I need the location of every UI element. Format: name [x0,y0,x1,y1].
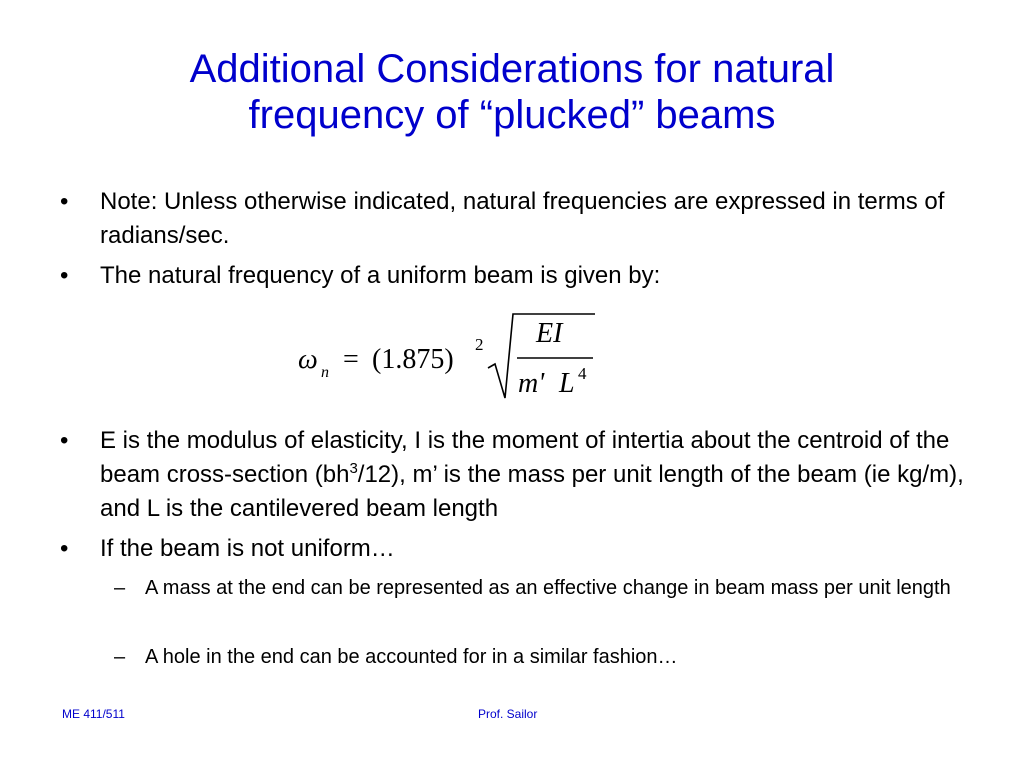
formula-numerator: EI [536,318,563,349]
formula-denominator-power: 4 [578,364,587,383]
sub-bullet-marker: – [114,577,126,599]
sub-bullet-mass-end-text: A mass at the end can be represented as an effective change in beam mass per unit length [145,577,951,599]
bullet-natural-frequency-text: The natural frequency of a uniform beam is given by: [100,262,661,289]
formula-omega: ω [298,344,318,375]
formula-denominator-m: m' [518,368,545,399]
footer-course: ME 411/511 [62,707,125,721]
footer-instructor: Prof. Sailor [478,707,538,721]
bullet-marker: • [60,427,69,454]
bullet-note [60,185,970,253]
sub-bullet-mass-end [114,573,964,603]
sub-bullet-hole-end-text: A hole in the end can be accounted for in a similar fashion… [145,646,678,668]
slide-title [60,46,964,138]
bullet-marker: • [60,188,69,215]
bullet-nonuniform [60,532,970,566]
formula-power: 2 [475,335,484,354]
formula-coefficient: (1.875) [372,344,454,375]
bullet-note-text: Note: Unless otherwise indicated, natural frequencies are expressed in terms of radians/sec. [100,188,945,249]
bullet-definitions [60,424,970,526]
bullet-definitions-text [100,424,970,526]
definitions-text-part-1: E is the modulus of elasticity, I is the moment of intertia about the centroid of the beam cross-section (bh [100,427,950,488]
formula-subscript-n: n [321,364,329,381]
definitions-superscript: 3 [349,460,358,477]
natural-frequency-formula [295,306,605,406]
bullet-marker: • [60,535,69,562]
definitions-text-part-2: /12), m’ is the mass per unit length of the beam (ie kg/m), and L is the cantilevered beam length [100,461,964,522]
sub-bullet-hole-end [114,642,964,672]
sub-bullet-marker: – [114,646,126,668]
slide-title-line-1: Additional Considerations for natural [189,47,835,91]
slide-title-line-2: frequency of “plucked” beams [248,93,776,137]
formula-equals: = [343,344,359,375]
bullet-nonuniform-text: If the beam is not uniform… [100,535,395,562]
formula-denominator-L: L [559,368,575,399]
bullet-natural-frequency [60,259,970,293]
bullet-marker: • [60,262,69,289]
